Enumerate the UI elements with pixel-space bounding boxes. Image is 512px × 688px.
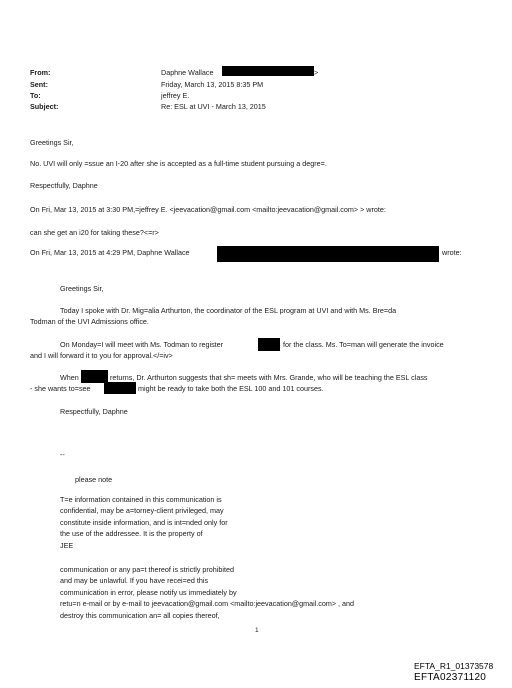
bates-ref-2: EFTA02371120 [414, 672, 487, 683]
quote2-greeting: Greetings Sir, [60, 284, 104, 293]
quote2-paragraph1-line1: Today I spoke with Dr. Mig=alia Arthurton, the coordinator of the ESL program at UVI and with Ms. Bre=da [60, 306, 397, 315]
redaction-bar [104, 382, 136, 394]
to-label: To: [30, 91, 41, 100]
notice2-line: retu=n e-mail or by e-mail to jeevacation@gmail.com <mailto:jeevacation@gmail.com> , and [60, 599, 355, 608]
notice2-line: and may be unlawful. If you have recei=ed this [60, 576, 209, 585]
signoff: Respectfully, Daphne [30, 181, 98, 190]
quote2-paragraph3-line2b: might be ready to take both the ESL 100 and 101 courses. [138, 384, 324, 393]
quote2-paragraph2-line1b: for the class. Ms. To=man will generate the invoice [283, 340, 444, 349]
subject-value: Re: ESL at UVI - March 13, 2015 [161, 102, 266, 111]
quote2-header-start: On Fri, Mar 13, 2015 at 4:29 PM, Daphne Wallace [30, 248, 190, 257]
notice-line: confidential, may be a=torney-client privileged, may [60, 506, 224, 515]
subject-label: Subject: [30, 102, 59, 111]
quote1-header: On Fri, Mar 13, 2015 at 3:30 PM,=jeffrey E. <jeevacation@gmail.com <mailto:jeevacation@gmail.com> > wrote: [30, 205, 386, 214]
reply-line: No. UVI will only =ssue an I-20 after she is accepted as a full-time student pursuing a degre=. [30, 159, 327, 168]
quote2-header-end: wrote: [442, 248, 462, 257]
from-label: From: [30, 68, 51, 77]
redaction-bar [222, 66, 314, 76]
signature-dashes: -- [60, 450, 65, 459]
quote2-paragraph3-line2a: - she wants to=see [30, 384, 91, 393]
quote2-paragraph2-line1a: On Monday=I will meet with Ms. Todman to register [60, 340, 224, 349]
notice2-line: communication or any pa=t thereof is strictly prohibited [60, 565, 234, 574]
please-note: please note [75, 475, 113, 484]
from-suffix: > [314, 68, 319, 77]
quote2-paragraph1-line2: Todman of the UVI Admissions office. [30, 317, 149, 326]
notice-line: T=e information contained in this communication is [60, 495, 222, 504]
greeting: Greetings Sir, [30, 138, 74, 147]
notice-line: constitute inside information, and is int=nded only for [60, 518, 228, 527]
quote2-paragraph2-line2: and I will forward it to you for approval.</=iv> [30, 351, 173, 360]
page-number: 1 [255, 627, 259, 634]
quote1-text: can she get an i20 for taking these?<=r> [30, 228, 159, 237]
redaction-bar [217, 246, 439, 262]
notice2-line: destroy this communication an= all copies thereof, [60, 611, 220, 620]
bates-ref-1: EFTA_R1_01373578 [414, 661, 494, 671]
to-value: jeffrey E. [161, 91, 190, 100]
notice-line: the use of the addressee. It is the property of [60, 529, 203, 538]
redaction-bar [258, 338, 280, 351]
from-value: Daphne Wallace [161, 68, 214, 77]
quote2-signoff: Respectfully, Daphne [60, 407, 128, 416]
sent-value: Friday, March 13, 2015 8:35 PM [161, 80, 264, 89]
quote2-paragraph3-line1b: returns, Dr. Arthurton suggests that sh= meets with Mrs. Grande, who will be teaching the ESL class [110, 373, 428, 382]
notice2-line: communication in error, please notify us immediately by [60, 588, 237, 597]
sent-label: Sent: [30, 80, 48, 89]
quote2-paragraph3-line1a: When [60, 373, 79, 382]
notice-line: JEE [60, 541, 74, 550]
